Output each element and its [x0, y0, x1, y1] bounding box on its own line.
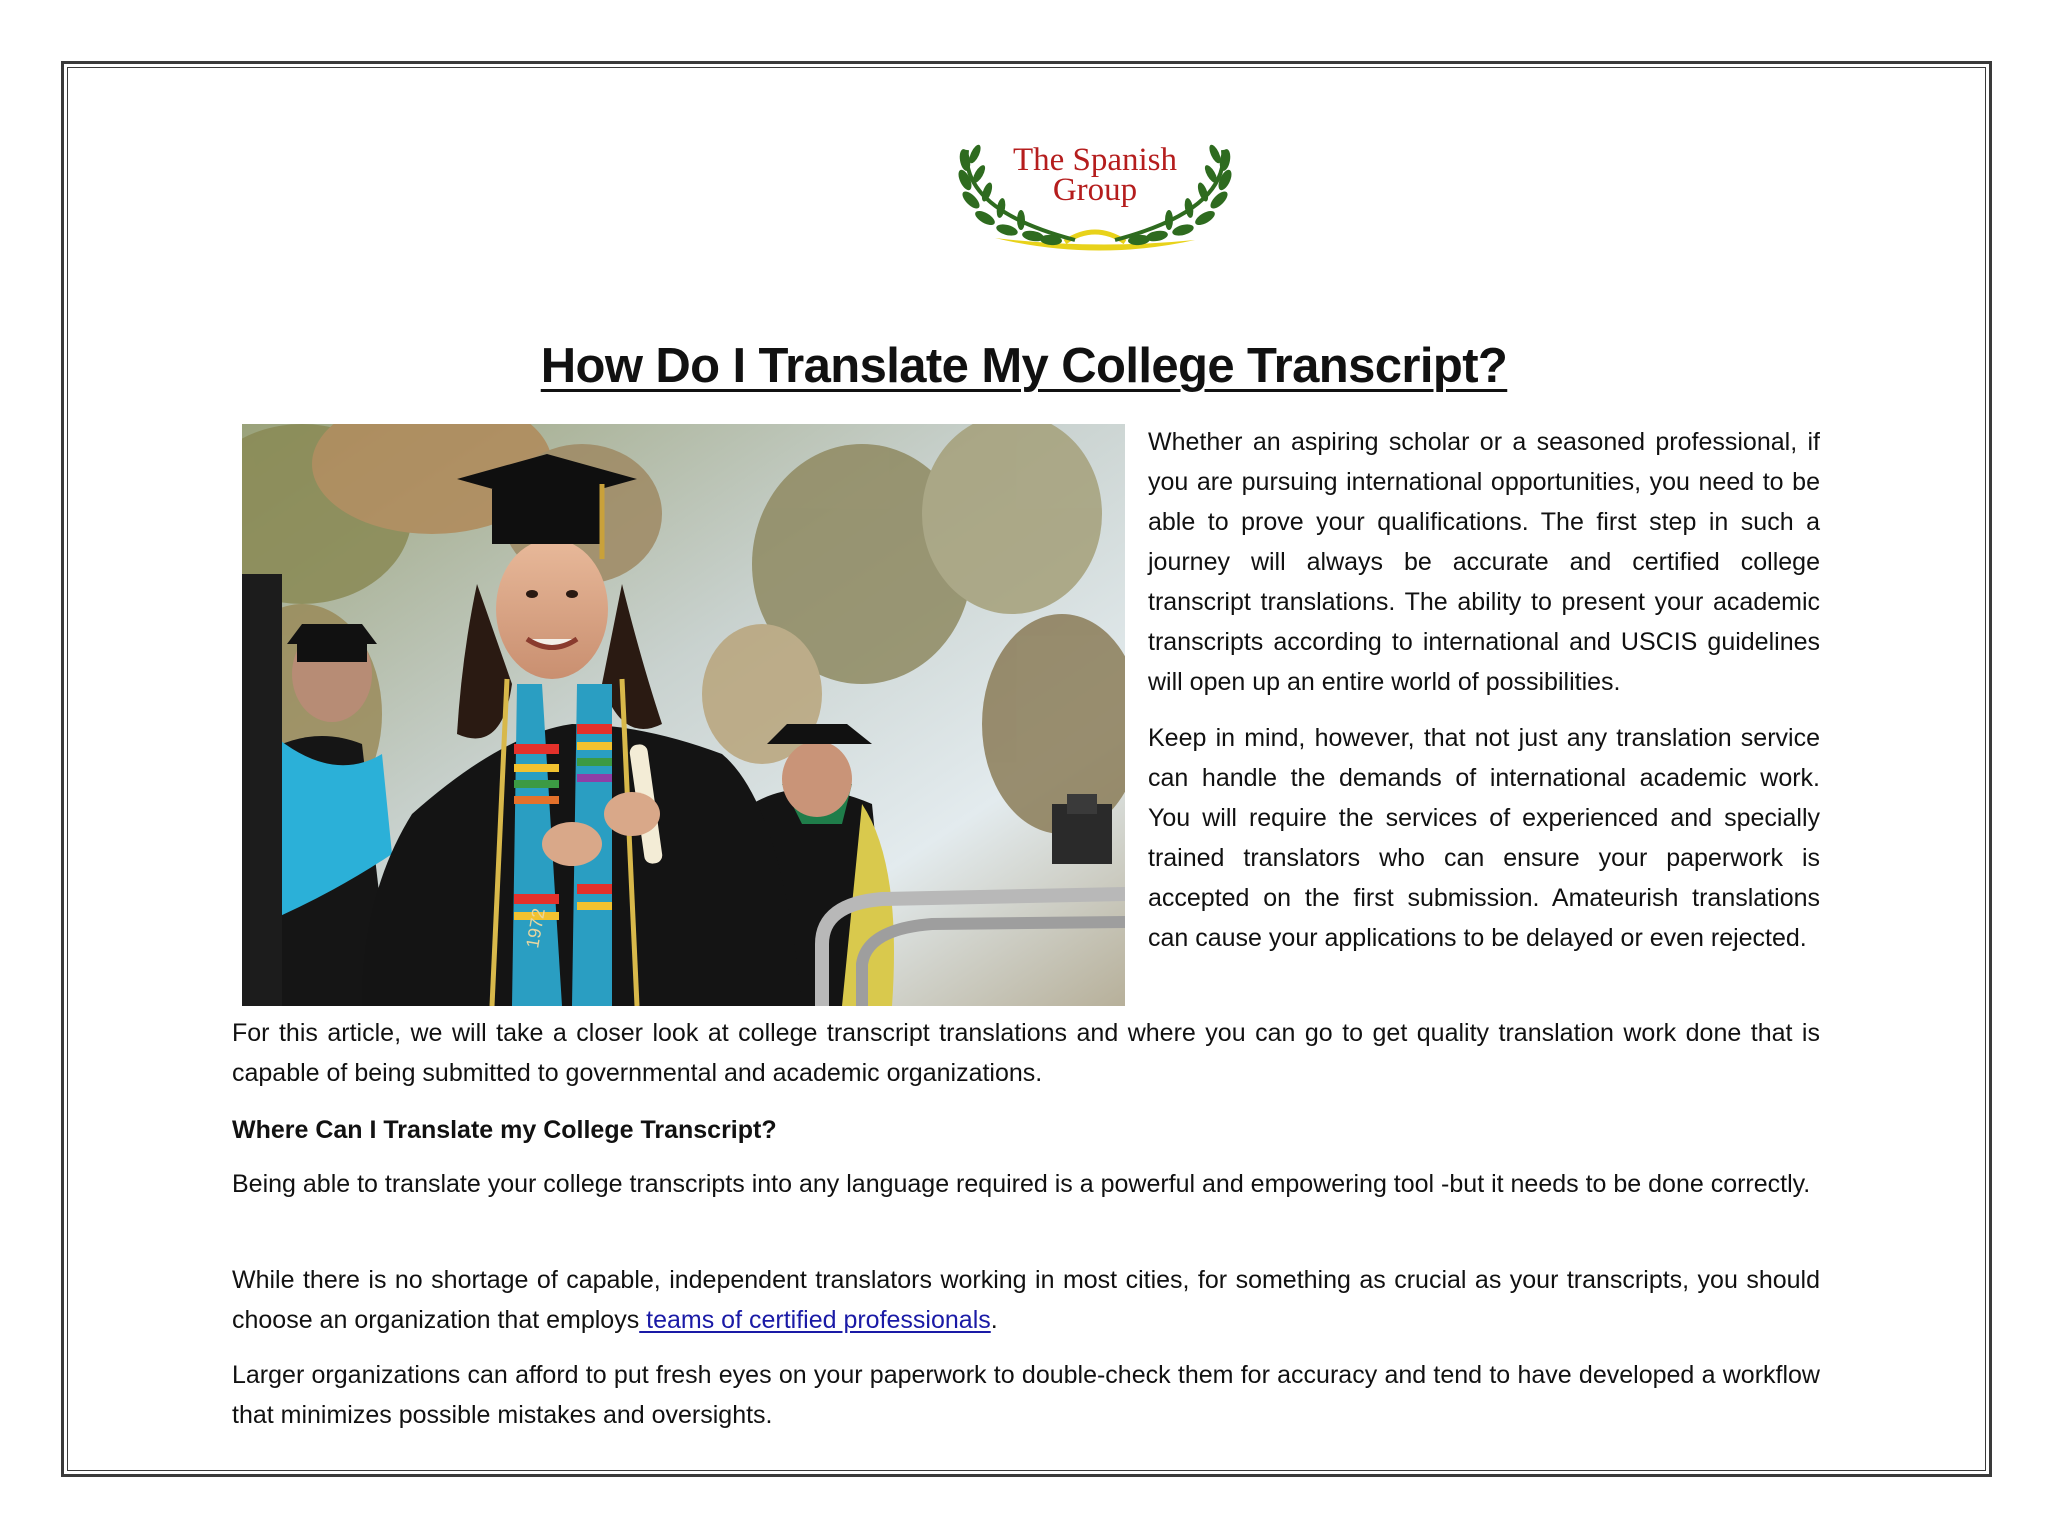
certified-professionals-link[interactable]: teams of certified professionals	[639, 1306, 991, 1334]
logo-text-line1: The Spanish	[1012, 142, 1178, 178]
article-overview-paragraph: For this article, we will take a closer look at college transcript translations and where you can go to get quality translation work done that is capable of being submitted to governmental and academic organizations.	[232, 1019, 1820, 1087]
page-title-text: How Do I Translate My College Transcript?	[540, 339, 1508, 393]
graduation-photo	[242, 424, 1125, 1006]
paragraph-end: .	[990, 1306, 998, 1334]
translate-transcripts-paragraph: Being able to translate your college transcripts into any language required is a powerful and empowering tool -but it needs to be done correctly.	[232, 1170, 1811, 1198]
page-title	[0, 338, 2048, 394]
independent-translators-paragraph	[232, 1260, 1820, 1340]
section-heading: Where Can I Translate my College Transcript?	[232, 1116, 777, 1144]
paragraph-text: While there is no shortage of capable, independent translators working in most cities, for something as crucial as your transcripts, you should choose an organization that employs	[232, 1266, 1820, 1334]
sash-number: 1972	[522, 906, 549, 950]
logo-text-line2: Group	[1052, 172, 1138, 208]
intro-paragraph: Whether an aspiring scholar or a seasoned professional, if you are pursuing international opportunities, you need to be able to prove your qualifications. The first step in such a journey will always be accurate and certified college transcript translations. The ability to present your academic transcripts according to international and USCIS guidelines will open up an entire world of possibilities.	[1148, 428, 1820, 696]
larger-organizations-paragraph: Larger organizations can afford to put fresh eyes on your paperwork to double-check them for accuracy and tend to have developed a workflow that minimizes possible mistakes and oversights.	[232, 1361, 1820, 1429]
spanish-group-logo	[955, 130, 1235, 260]
translation-service-paragraph: Keep in mind, however, that not just any translation service can handle the demands of international academic work. You will require the services of experienced and specially trained translators who can ensure your paperwork is accepted on the first submission. Amateurish translations can cause your applications to be delayed or even rejected.	[1148, 724, 1820, 952]
